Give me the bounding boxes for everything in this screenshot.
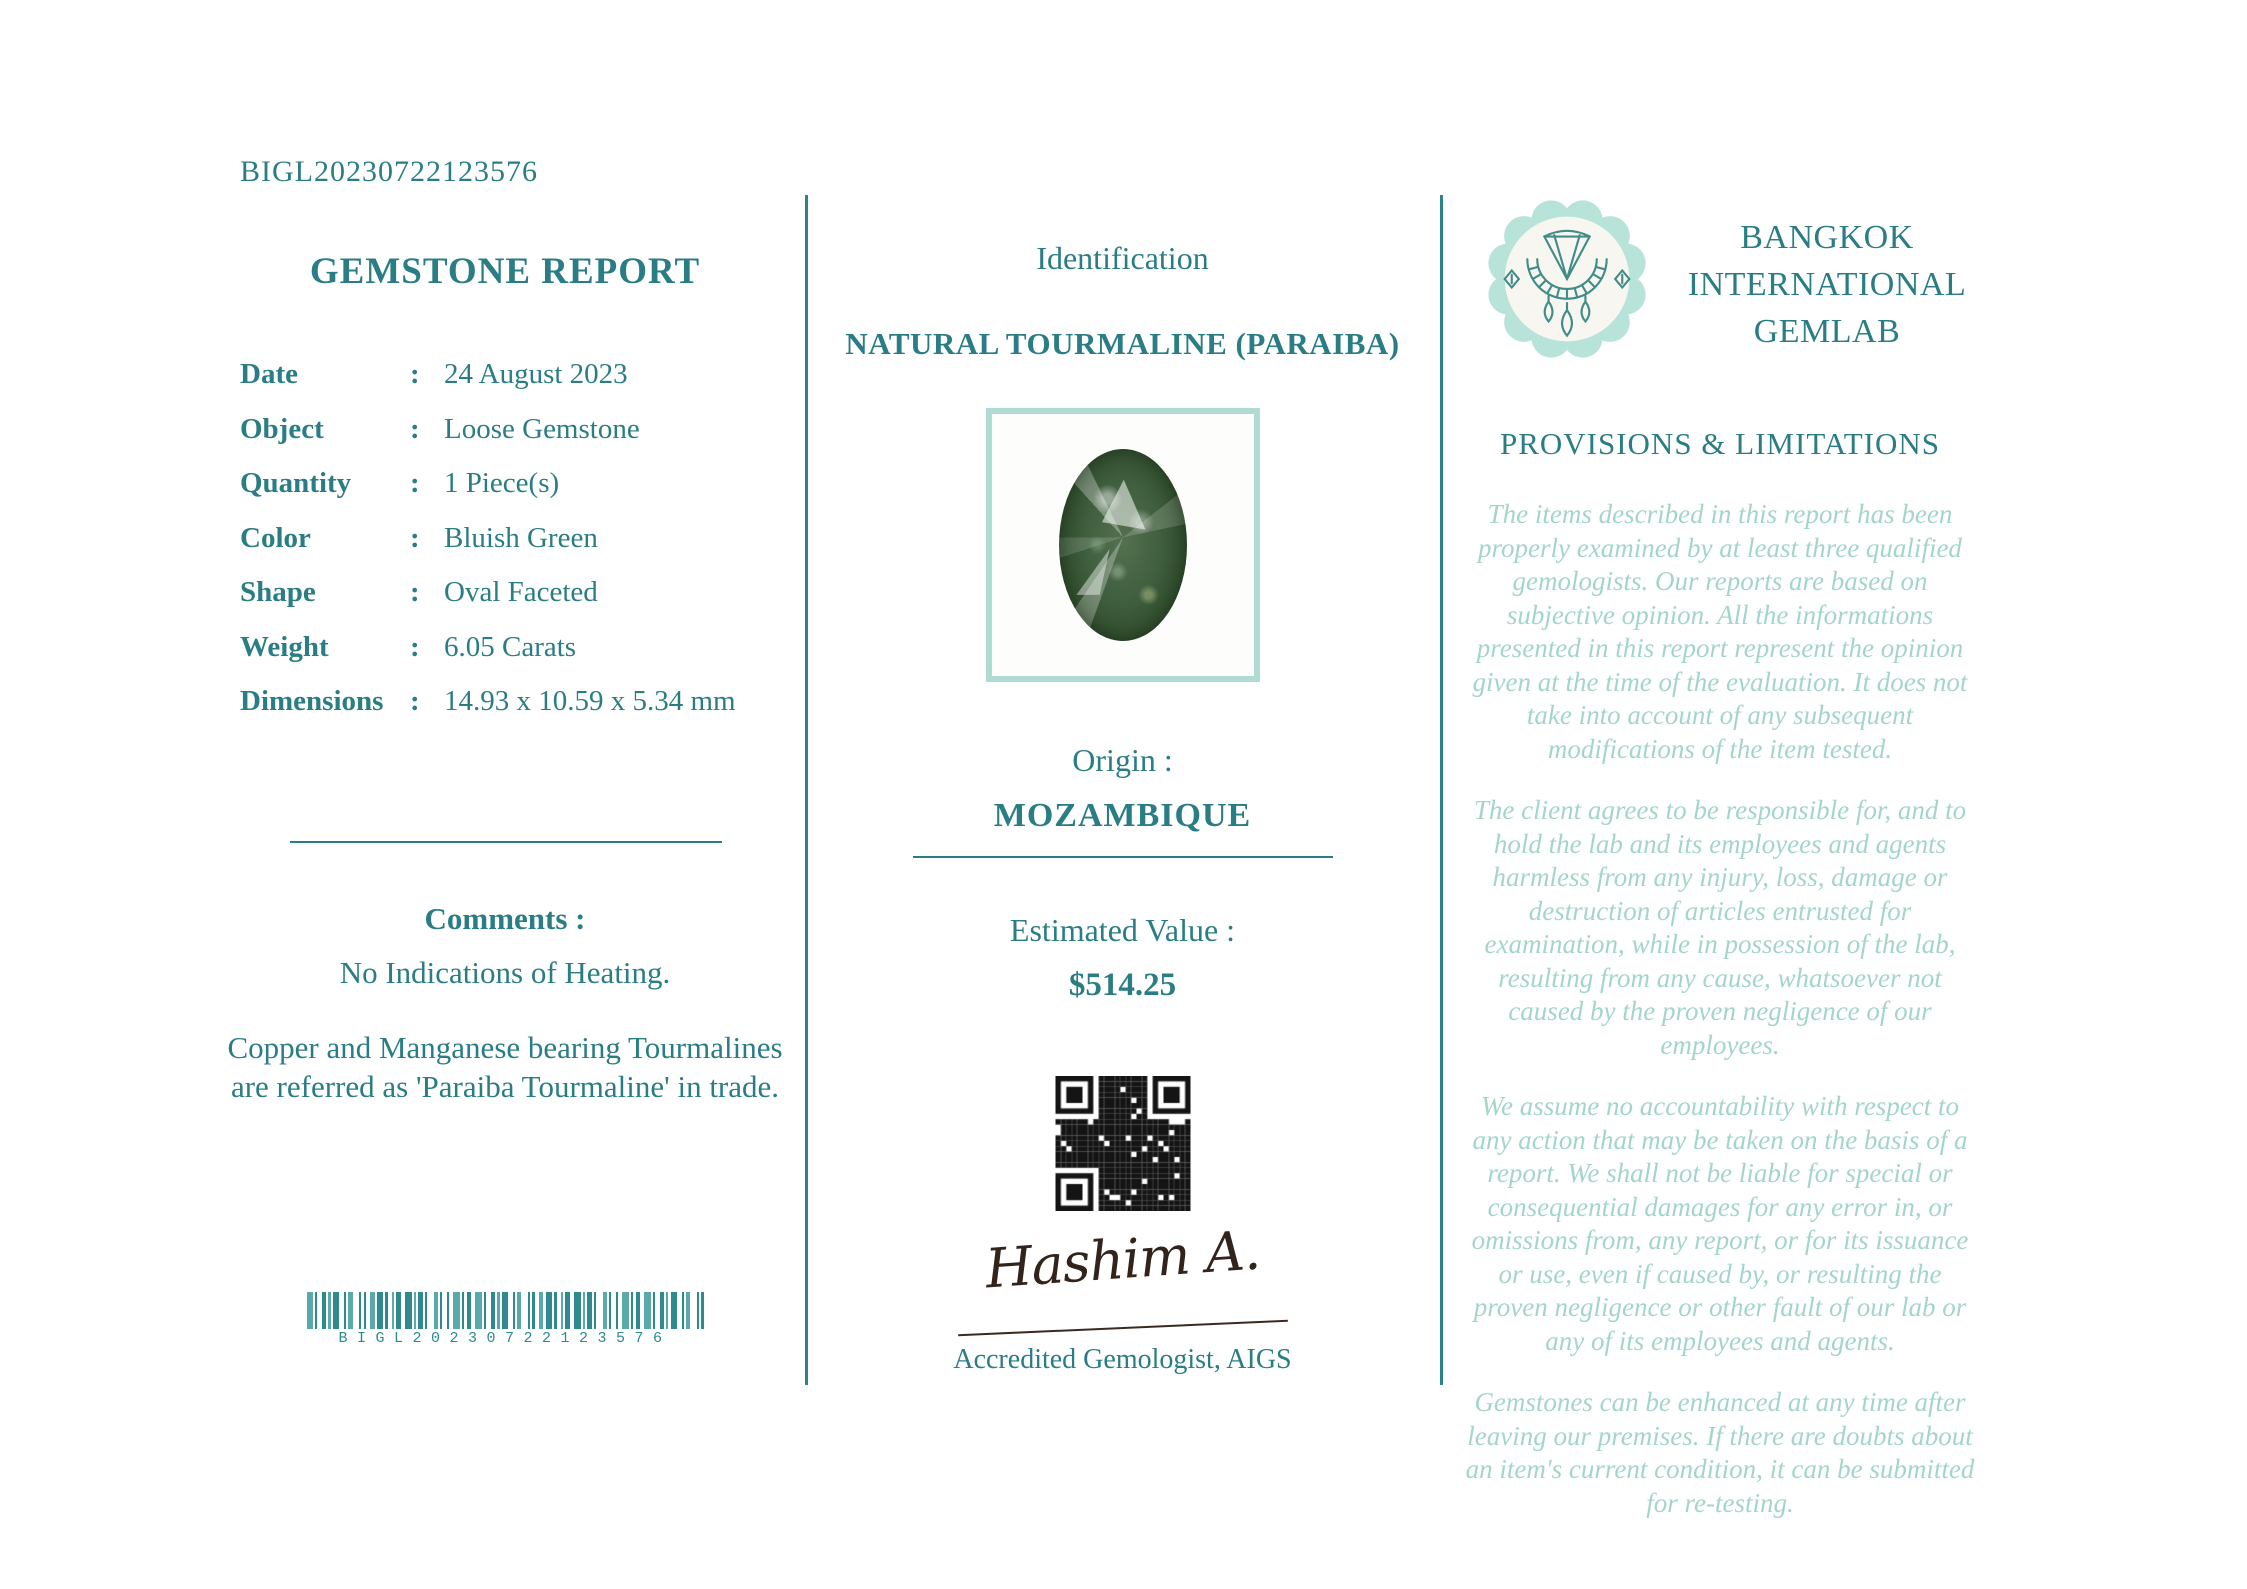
signature-underline: [958, 1320, 1288, 1336]
qr-code: [1055, 1076, 1190, 1211]
field-value: Bluish Green: [444, 521, 598, 554]
field-separator: :: [410, 685, 420, 717]
field-row-color: [240, 522, 780, 577]
field-value: 24 August 2023: [444, 358, 628, 390]
field-label: Weight: [240, 630, 329, 663]
barcode: [305, 1292, 705, 1329]
lab-name: [1676, 194, 1978, 355]
field-value: 6.05 Carats: [444, 630, 577, 663]
provisions-heading: PROVISIONS & LIMITATIONS: [1499, 426, 1941, 461]
column-divider-left: [805, 195, 808, 1385]
comment-text: No Indications of Heating.: [339, 955, 671, 990]
field-separator: :: [410, 521, 420, 554]
field-row-weight: [240, 631, 780, 686]
gem-name: NATURAL TOURMALINE (PARAIBA): [845, 326, 1400, 361]
field-value: Loose Gemstone: [444, 412, 640, 445]
provision-paragraph: The items described in this report has been properly examined by at least three qualified gemologists. Our reports are based on subjective opinion. All the informations presented in this report represent the opinion given at the time of the evaluation. It does not take into account of any subsequent modifications of the item tested.: [1472, 499, 1968, 764]
field-row-quantity: [240, 467, 780, 522]
gemologist-signature: Hashim A.: [983, 1218, 1262, 1301]
lab-name-line: INTERNATIONAL: [1687, 266, 1967, 303]
field-value: 1 Piece(s): [444, 467, 560, 499]
field-label: Quantity: [240, 467, 352, 499]
gemstone-photo: [1059, 449, 1187, 641]
signatory-title: Accredited Gemologist, AIGS: [953, 1344, 1292, 1375]
comments-heading: Comments :: [424, 901, 586, 936]
field-separator: :: [410, 630, 420, 663]
provision-paragraph: We assume no accountability with respect to any action that may be taken on the basis of a report. We shall not be liable for special or consequential damages for any error in, or omissions from, any report, or for its issuance or use, even if caused by, or resulting the proven negligence or other fault of our lab or any of its employees and agents.: [1471, 1091, 1969, 1356]
origin-divider: [913, 856, 1333, 858]
provisions-text: [1462, 498, 1978, 1548]
field-label: Shape: [240, 576, 316, 608]
lab-name-line: BANGKOK: [1740, 219, 1914, 256]
field-separator: :: [410, 467, 420, 499]
field-label: Date: [240, 358, 298, 390]
field-separator: :: [410, 358, 420, 390]
provision-paragraph: Gemstones can be enhanced at any time after leaving our premises. If there are doubts about an item's current condition, it can be submitted for re-testing.: [1465, 1387, 1975, 1518]
gemstone-photo-frame: [986, 408, 1260, 682]
provision-paragraph: The client agrees to be responsible for, and to hold the lab and its employees and agents harmless from any injury, loss, damage or destruction of articles entrusted for examination, while in possession of the lab, resulting from any cause, whatsoever not caused by the proven negligence of our employees.: [1473, 795, 1967, 1060]
field-separator: :: [410, 576, 420, 608]
field-row-date: [240, 358, 780, 413]
comment-text: Copper and Manganese bearing Tourmalines are referred as 'Paraiba Tourmaline' in trade.: [227, 1030, 783, 1104]
report-title: GEMSTONE REPORT: [309, 251, 701, 292]
estimated-value: $514.25: [1068, 967, 1177, 1003]
gemlab-logo-icon: [1482, 194, 1652, 364]
report-number: BIGL20230722123576: [240, 155, 538, 188]
field-row-dimensions: [240, 685, 780, 740]
field-label: Dimensions: [240, 685, 384, 717]
field-label: Color: [240, 521, 311, 554]
barcode-text: BIGL20230722123576: [338, 1330, 672, 1347]
field-value: Oval Faceted: [444, 576, 598, 608]
report-fields: [240, 358, 780, 740]
estimated-value-label: Estimated Value :: [1009, 912, 1236, 948]
origin-value: MOZAMBIQUE: [993, 797, 1252, 834]
identification-heading: Identification: [1036, 240, 1209, 276]
barcode-block: [305, 1292, 705, 1347]
field-row-object: [240, 413, 780, 468]
field-value: 14.93 x 10.59 x 5.34 mm: [444, 685, 736, 717]
field-label: Object: [240, 412, 324, 445]
column-divider-right: [1440, 195, 1443, 1385]
field-separator: :: [410, 412, 420, 445]
lab-header: [1482, 194, 1978, 364]
field-row-shape: [240, 576, 780, 631]
lab-name-line: GEMLAB: [1753, 313, 1901, 350]
origin-label: Origin :: [1072, 742, 1173, 778]
comments-divider: [290, 841, 722, 843]
